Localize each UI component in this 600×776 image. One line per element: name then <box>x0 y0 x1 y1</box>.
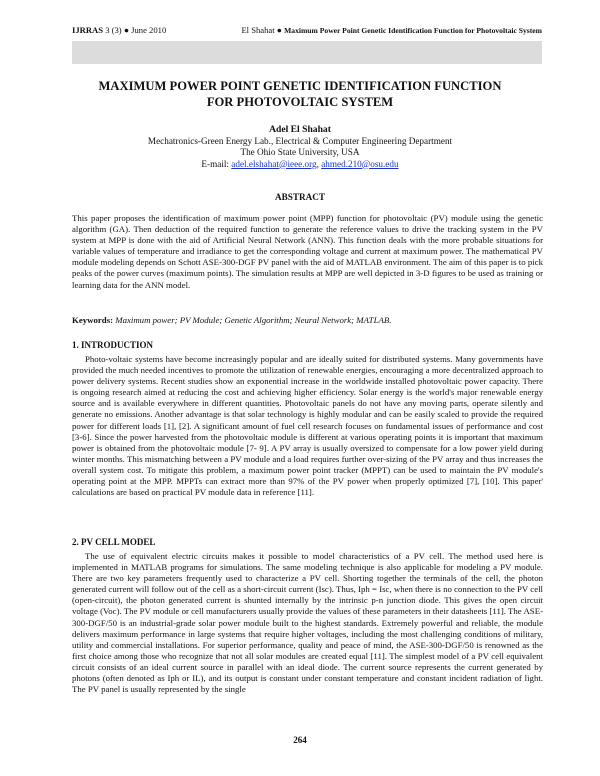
running-title-block <box>241 25 542 35</box>
affiliation-line-2: The Ohio State University, USA <box>240 147 360 158</box>
email-label: E-mail: <box>201 158 229 169</box>
section-1-body: Photo-voltaic systems have become increasingly popular and are ideally suited for distributed systems. Many governments have provided the much needed incentives to promote the utilization of renewable energies, encouraging a more decentralized approach to power delivery systems. Recent studies show an exponential increase in the worldwide installed photovoltaic power capacity. There is ongoing research aimed at reducing the cost and achieving higher efficiency. Solar energy is the world's major renewable energy source and is available everywhere in different quantities. Photovoltaic panels do not have any moving parts, operate silently and generate no emissions. Another advantage is that solar technology is highly modular and can be easily scaled to provide the required power for different loads [1], [2]. A significant amount of fuel cell research focuses on fundamental issues of performance and cost [3-6]. Since the power harvested from the photovoltaic module is different at various operating points it is important that maximum power is obtained from the photovoltaic module [7- 9]. A PV array is usually oversized to compensate for a low power yield during winter months. This mismatching between a PV module and a load requires further over-sizing of the PV array and thus increases the overall system cost. To mitigate this problem, a maximum power point tracker (MPPT) can be used to maintain the PV module's operating point at the MPP. MPPTs can extract more than 97% of the PV power when properly optimized [7], [10]. This paper' calculations are based on practical PV module data in reference [11]. <box>72 354 543 498</box>
affiliation <box>60 136 540 170</box>
title-line-2: FOR PHOTOVOLTAIC SYSTEM <box>206 94 394 109</box>
affiliation-line-1: Mechatronics-Green Energy Lab., Electrical & Computer Engineering Department <box>147 136 453 146</box>
journal-citation <box>72 25 166 35</box>
keywords-list: Maximum power; PV Module; Genetic Algorithm; Neural Network; MATLAB. <box>115 315 392 325</box>
title-line-1: MAXIMUM POWER POINT GENETIC IDENTIFICATION FUNCTION <box>98 79 502 93</box>
abstract-heading: ABSTRACT <box>274 192 326 202</box>
section-2-heading: 2. PV CELL MODEL <box>72 537 156 547</box>
paper-title <box>60 79 540 110</box>
email-link-1[interactable]: adel.elshahat@ieee.org <box>231 158 317 169</box>
author-name: Adel El Shahat <box>269 124 331 135</box>
page-number: 264 <box>293 735 307 745</box>
journal-issue: 3 (3) ● June 2010 <box>105 25 167 35</box>
section-2-body: The use of equivalent electric circuits makes it possible to model characteristics of a PV cell. The method used here is implemented in MATLAB programs for simulations. The same modeling technique is also applicable for modeling a PV module. There are two key parameters frequently used to characterize a PV cell. Shorting together the terminals of the cell, the photon generated current will follow out of the cell as a short-circuit current (Isc). Thus, Iph = Isc, when there is no connection to the PV cell (open-circuit), the photon generated current is shunted internally by the intrinsic p-n junction diode. This gives the open circuit voltage (Voc). The PV module or cell manufacturers usually provide the values of these parameters in their datasheets [11]. The ASE-300-DGF/50 is an industrial-grade solar power module built to the highest standards. Extremely powerful and reliable, the module delivers maximum performance in large systems that require higher voltages, including the most challenging conditions of military, utility and commercial installations. For superior performance, quality and peace of mind, the ASE-300-DGF/50 is renowned as the first choice among those who recognize that not all solar modules are created equal [11]. The simplest model of a PV cell equivalent circuit consists of an ideal current source in parallel with an ideal diode. The current source represents the current generated by photons (often denoted as Iph or IL), and its output is constant under constant temperature and constant incident radiation of light. The PV panel is usually represented by the single <box>72 551 543 695</box>
header-band <box>72 41 542 64</box>
abstract-body: This paper proposes the identification of maximum power point (MPP) function for photovoltaic (PV) module using the genetic algorithm (GA). Then deduction of the required function to generate the reference values to drive the tracking system in the PV system at MPP is done with the aid of Artificial Neural Network (ANN). This function deals with the more probable situations for variable values of temperature and irradiance to get the corresponding voltage and current at maximum power. The mathematical PV module modeling depends on Schott ASE-300-DGF PV panel with the aid of MATLAB environment. The aim of this paper is to pick peaks of the power curves (maximum points). The simulation results at MPP are well depicted in 3-D figures to be used as training or learning data for the ANN model. <box>72 213 543 290</box>
section-1-heading: 1. INTRODUCTION <box>72 340 154 350</box>
email-line <box>60 159 540 170</box>
keywords <box>72 315 543 326</box>
running-header <box>72 25 542 39</box>
journal-name: IJRRAS <box>72 25 104 35</box>
header-author: El Shahat ● <box>241 25 282 35</box>
running-title: Maximum Power Point Genetic Identification Function for Photovoltaic System <box>284 26 542 35</box>
email-separator: , <box>316 158 319 169</box>
email-link-2[interactable]: ahmed.210@osu.edu <box>321 158 399 169</box>
keywords-label: Keywords: <box>72 315 114 325</box>
